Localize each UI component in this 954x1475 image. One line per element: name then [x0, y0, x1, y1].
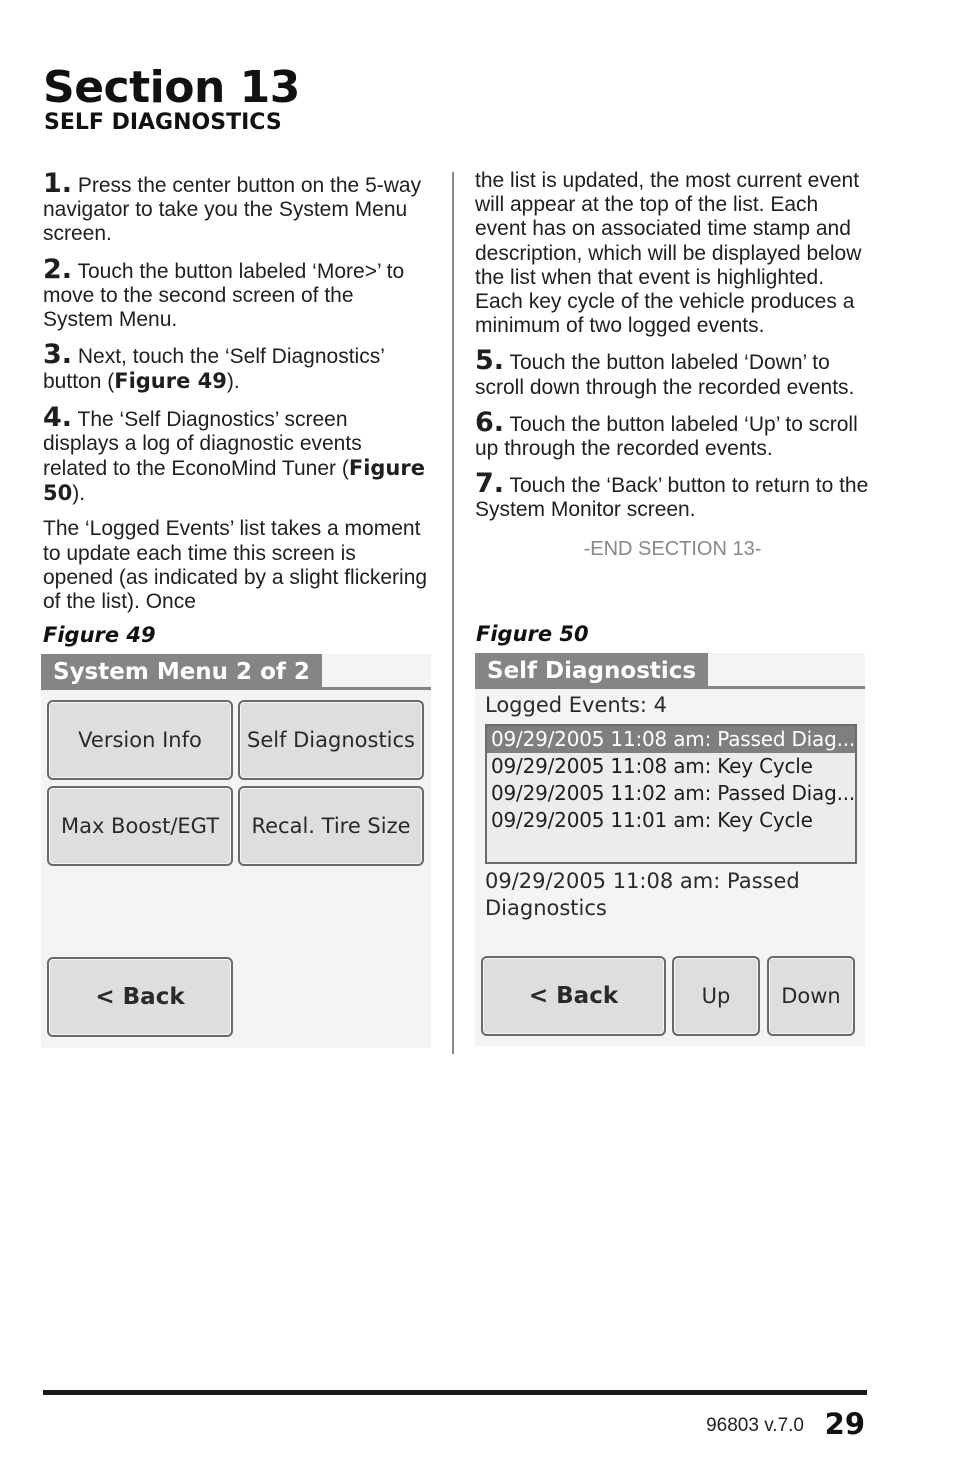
step-number: 7.	[475, 468, 505, 500]
logged-events-list[interactable]	[485, 724, 857, 864]
section-subtitle: SELF DIAGNOSTICS	[44, 110, 282, 135]
step-text: Touch the button labeled ‘More>’ to move to the second screen of the System Menu.	[43, 259, 405, 332]
step-text: Touch the button labeled ‘Down’ to scroll down through the recorded events.	[475, 351, 855, 399]
figure-reference: Figure 49	[114, 369, 227, 394]
screen-title: Self Diagnostics	[475, 653, 708, 689]
step-1	[43, 168, 428, 247]
step-text: Touch the ‘Back’ button to return to the System Monitor screen.	[475, 474, 869, 522]
step-6	[475, 406, 870, 461]
step-number: 3.	[43, 339, 73, 371]
page-number: 29	[824, 1407, 865, 1441]
end-section-marker: -END SECTION 13-	[583, 537, 762, 560]
step-number: 2.	[43, 253, 73, 285]
body-paragraph-continued: the list is updated, the most current event will appear at the top of the list. Each event has on associated time stamp and description, which will be displayed below the list when that event is highlighted. Each key cycle of the vehicle produces a minimum of two logged events.	[475, 169, 862, 338]
step-4	[43, 401, 428, 507]
step-3	[43, 339, 428, 394]
self-diagnostics-button[interactable]: Self Diagnostics	[238, 700, 424, 780]
document-version: 96803 v.7.0	[706, 1415, 804, 1436]
figure-50-label: Figure 50	[476, 622, 589, 646]
figure-50-screen	[475, 653, 865, 1046]
body-paragraph: The ‘Logged Events’ list takes a moment to update each time this screen is opened (as indicated by a slight flickering of the list). Once	[43, 517, 428, 614]
recal-tire-size-button[interactable]: Recal. Tire Size	[238, 786, 424, 866]
figure-reference: Figure 50	[43, 456, 425, 506]
column-divider	[452, 172, 454, 1054]
down-button[interactable]: Down	[767, 956, 855, 1036]
step-7	[475, 468, 870, 522]
step-2	[43, 253, 428, 333]
figure-49-label: Figure 49	[43, 623, 156, 647]
step-text: The ‘Self Diagnostics’ screen displays a log of diagnostic events related to the EconoMind Tuner (	[43, 407, 362, 481]
event-detail-line-2: Diagnostics	[485, 896, 607, 920]
step-number: 5.	[475, 345, 505, 377]
back-button[interactable]: < Back	[47, 957, 233, 1037]
step-5	[475, 345, 870, 399]
figure-49-screen	[41, 654, 431, 1048]
list-item[interactable]: 09/29/2005 11:01 am: Key Cycle	[491, 808, 813, 832]
step-number: 6.	[475, 406, 505, 438]
list-item[interactable]: 09/29/2005 11:02 am: Passed Diag...	[491, 781, 856, 805]
step-number: 1.	[43, 168, 73, 199]
logged-events-label: Logged Events: 4	[485, 693, 667, 717]
footer-rule	[43, 1390, 867, 1395]
step-text: Next, touch the ‘Self Diagnostics’ button (	[43, 345, 385, 394]
max-boost-egt-button[interactable]: Max Boost/EGT	[47, 786, 233, 866]
up-button[interactable]: Up	[672, 956, 760, 1036]
step-text-end: ).	[72, 482, 86, 506]
step-number: 4.	[43, 401, 73, 433]
list-item[interactable]: 09/29/2005 11:08 am: Key Cycle	[491, 754, 813, 778]
section-title: Section 13	[43, 62, 300, 113]
event-detail-line-1: 09/29/2005 11:08 am: Passed	[485, 869, 800, 893]
version-info-button[interactable]: Version Info	[47, 700, 233, 780]
back-button[interactable]: < Back	[481, 956, 666, 1036]
step-text: Press the center button on the 5-way navigator to take you the System Menu screen.	[43, 174, 422, 246]
list-item-selected[interactable]: 09/29/2005 11:08 am: Passed Diag...	[487, 726, 855, 753]
step-text-end: ).	[226, 370, 240, 394]
step-text: Touch the button labeled ‘Up’ to scroll up through the recorded events.	[475, 412, 858, 461]
screen-title: System Menu 2 of 2	[41, 654, 322, 690]
left-column	[43, 168, 428, 625]
right-column	[475, 169, 870, 572]
